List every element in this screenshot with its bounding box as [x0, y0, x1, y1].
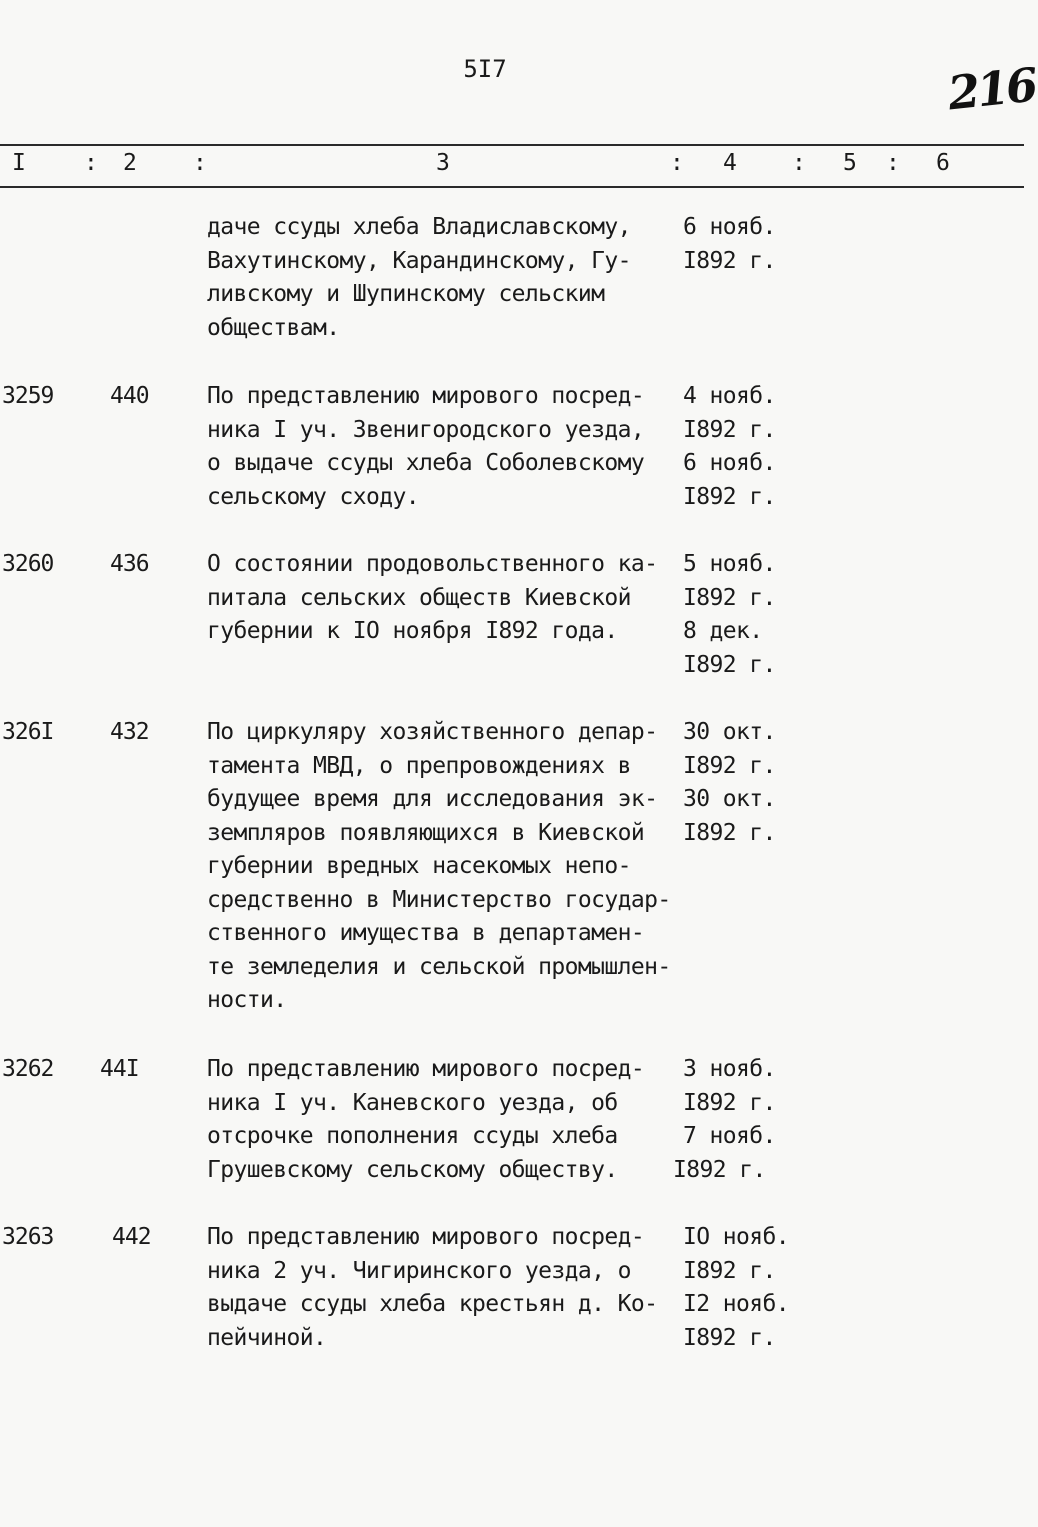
entry-date-line: I892 г. [683, 416, 776, 443]
entry-dates [683, 211, 823, 278]
entry-number: 326I [2, 719, 54, 745]
entry-text-line: По представлению мирового посред- [207, 1224, 645, 1250]
entry-text-line: обществам. [207, 314, 340, 341]
entry-text-line: По представлению мирового посред- [207, 383, 645, 409]
entry-text-line: По представлению мирового посред- [207, 1056, 645, 1082]
entry-number: 3259 [2, 383, 54, 409]
column-1-label: I [12, 150, 26, 176]
entry-description [207, 211, 687, 345]
entry-date-line: 5 нояб. [683, 551, 776, 577]
entry-date-line: 30 окт. [683, 719, 776, 745]
column-separator: : [84, 150, 98, 176]
entry-date-line: 7 нояб. [683, 1123, 776, 1149]
entry-text-line: земпляров появляющихся в Киевской [207, 819, 645, 846]
entry-text-line: о выдаче ссуды хлеба Соболевскому [207, 450, 645, 476]
entry-date-line: I892 г. [683, 819, 776, 846]
entry-file-number: 44I [100, 1056, 139, 1082]
entry-date-line: I892 г. [683, 247, 776, 274]
entry-number: 3263 [2, 1224, 54, 1250]
column-2-label: 2 [123, 150, 137, 176]
entry-date-line: 8 дек. [683, 618, 763, 644]
column-separator: : [193, 150, 207, 176]
entry-date-line: I892 г. [683, 651, 776, 678]
entry-description [207, 1221, 687, 1355]
entry-description [207, 716, 687, 1018]
entry-text-line: губернии к IO ноября I892 года. [207, 618, 618, 644]
header-rule-bottom [0, 186, 1024, 188]
entry-text-line: О состоянии продовольственного ка- [207, 551, 658, 577]
entry-text-line: ника I уч. Звенигородского уезда, [207, 416, 645, 443]
archive-handwritten-mark: 216 [945, 57, 1038, 121]
entry-date-line: I892 г. [673, 1156, 766, 1183]
entry-text-line: Вахутинскому, Карандинскому, Гу- [207, 247, 631, 274]
entry-text-line: даче ссуды хлеба Владиславскому, [207, 214, 631, 240]
page-number: 5I7 [463, 55, 507, 83]
entry-date-line: 6 нояб. [683, 214, 776, 240]
entry-text-line: пейчиной. [207, 1324, 327, 1351]
entry-text-line: питала сельских обществ Киевской [207, 584, 631, 611]
entry-dates [683, 716, 823, 850]
entry-file-number: 442 [112, 1224, 151, 1250]
entry-text-line: губернии вредных насекомых непо- [207, 853, 631, 879]
column-separator: : [792, 150, 806, 176]
entry-text-line: средственно в Министерство государ- [207, 886, 671, 913]
entry-text-line: ника I уч. Каневского уезда, об [207, 1089, 618, 1116]
entry-date-line: I892 г. [683, 752, 776, 779]
column-5-label: 5 [843, 150, 857, 176]
entry-date-line: I892 г. [683, 483, 776, 510]
header-rule-top [0, 144, 1024, 146]
entry-file-number: 436 [110, 551, 149, 577]
entry-text-line: те земледелия и сельской промышлен- [207, 953, 671, 980]
entry-dates [683, 380, 823, 514]
entry-file-number: 432 [110, 719, 149, 745]
entry-date-line: 4 нояб. [683, 383, 776, 409]
entry-date-line: I892 г. [683, 584, 776, 611]
entry-description [207, 1053, 687, 1187]
entry-text-line: ливскому и Шупинскому сельским [207, 281, 605, 307]
entry-text-line: тамента МВД, о препровождениях в [207, 752, 631, 779]
entry-file-number: 440 [110, 383, 149, 409]
entry-text-line: отсрочке пополнения ссуды хлеба [207, 1123, 618, 1149]
column-separator: : [670, 150, 684, 176]
column-3-label: 3 [436, 150, 450, 176]
entry-dates [673, 1053, 823, 1187]
column-4-label: 4 [723, 150, 737, 176]
entry-description [207, 380, 687, 514]
column-6-label: 6 [936, 150, 950, 176]
entry-date-line: I892 г. [683, 1089, 776, 1116]
entry-text-line: ника 2 уч. Чигиринского уезда, о [207, 1257, 631, 1284]
entry-text-line: сельскому сходу. [207, 483, 419, 510]
column-separator: : [886, 150, 900, 176]
entry-text-line: Грушевскому сельскому обществу. [207, 1156, 618, 1183]
entry-text-line: выдаче ссуды хлеба крестьян д. Ко- [207, 1291, 658, 1317]
entry-number: 3260 [2, 551, 54, 577]
entry-text-line: ственного имущества в департамен- [207, 920, 645, 946]
entry-text-line: ности. [207, 987, 287, 1013]
entry-date-line: I892 г. [683, 1324, 776, 1351]
entry-date-line: IO нояб. [683, 1224, 789, 1250]
entry-date-line: I2 нояб. [683, 1291, 789, 1317]
entry-text-line: будущее время для исследования эк- [207, 786, 658, 812]
entry-dates [683, 548, 823, 682]
entry-date-line: 30 окт. [683, 786, 776, 812]
entry-dates [683, 1221, 823, 1355]
entry-date-line: 6 нояб. [683, 450, 776, 476]
entry-description [207, 548, 687, 649]
entry-text-line: По циркуляру хозяйственного депар- [207, 719, 658, 745]
entry-date-line: 3 нояб. [683, 1056, 776, 1082]
entry-number: 3262 [2, 1056, 54, 1082]
entry-date-line: I892 г. [683, 1257, 776, 1284]
